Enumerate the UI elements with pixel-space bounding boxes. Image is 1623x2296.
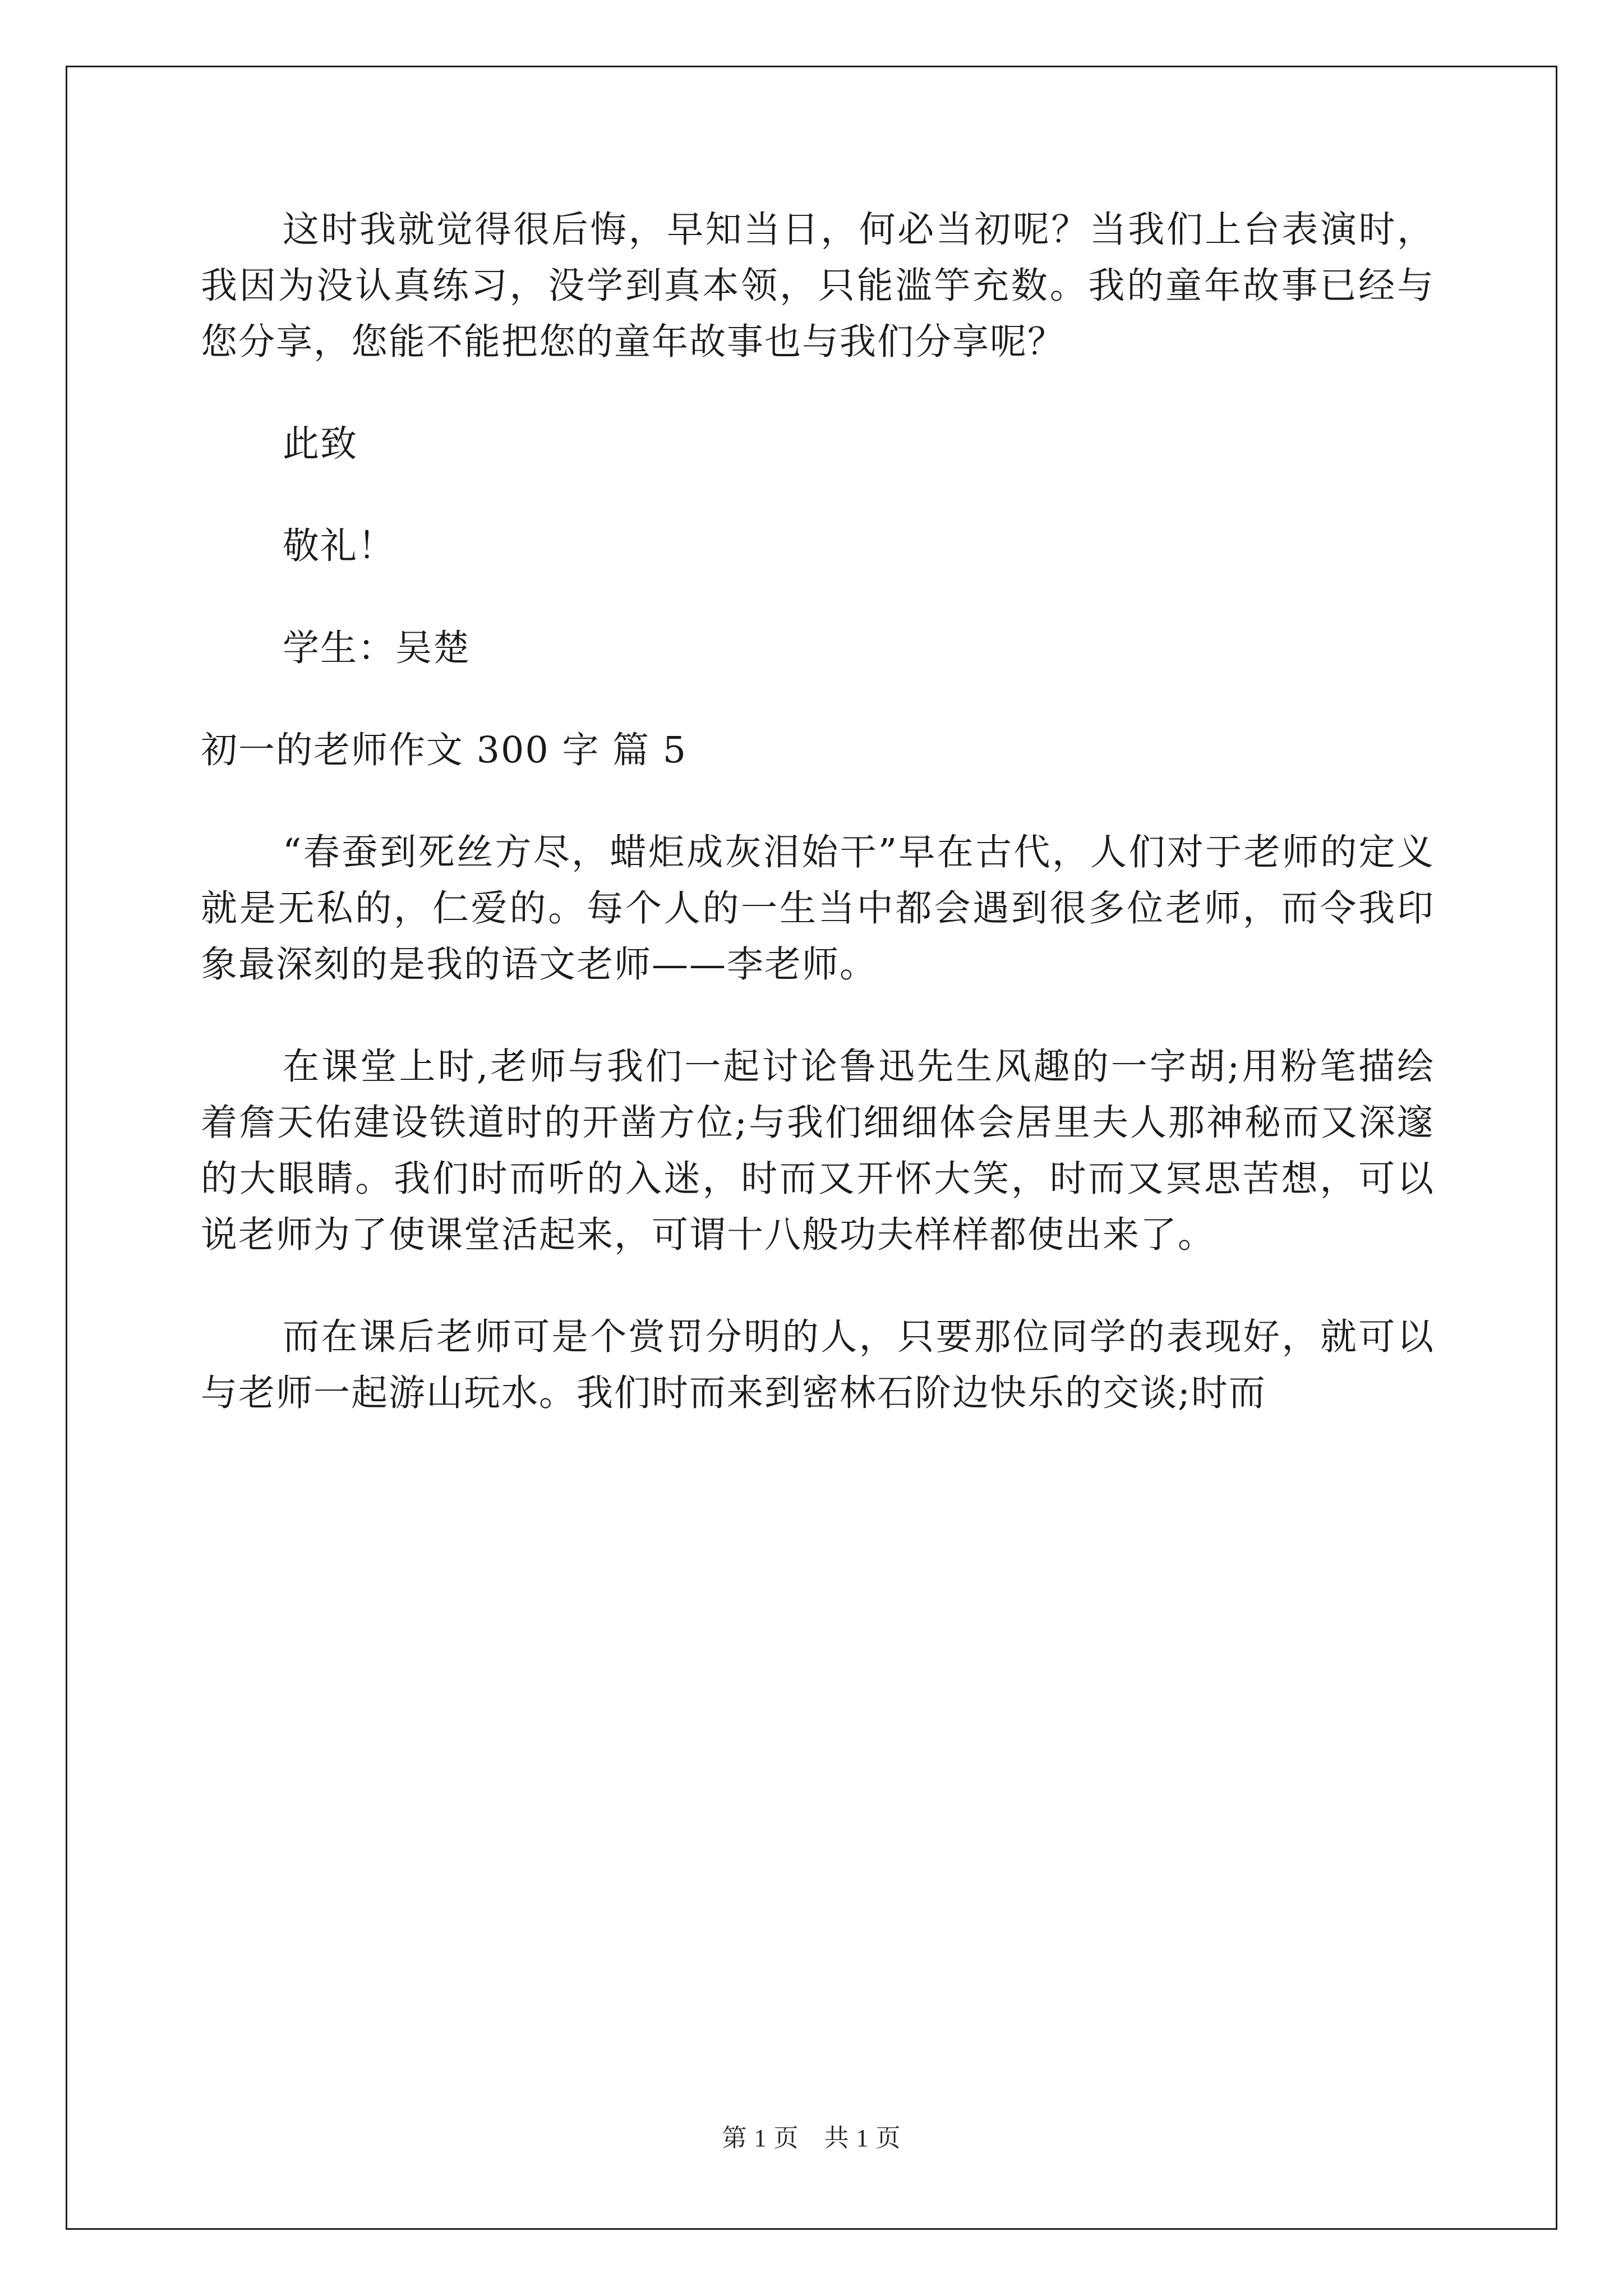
paragraph-classroom: 在课堂上时,老师与我们一起讨论鲁迅先生风趣的一字胡;用粉笔描绘着詹天佑建设铁道时的开凿方位;与我们细细体会居里夫人那神秘而又深邃的大眼睛。我们时而听的入迷，时而又开怀大笑，时而又冥思苦想，可以说老师为了使课堂活起来，可谓十八般功夫样样都使出来了。 <box>201 1046 1435 1256</box>
page-footer: 第 1 页 共 1 页 <box>722 2124 901 2152</box>
closing-respect: 敬礼！ <box>283 525 396 567</box>
paragraph-intro: “春蚕到死丝方尽，蜡炬成灰泪始干”早在古代，人们对于老师的定义就是无私的，仁爱的。每个人的一生当中都会遇到很多位老师，而令我印象最深刻的是我的语文老师——李老师。 <box>201 831 1435 986</box>
paragraph-after-class: 而在课后老师可是个赏罚分明的人，只要那位同学的表现好，就可以与老师一起游山玩水。我们时而来到密林石阶边快乐的交谈;时而 <box>201 1316 1435 1414</box>
document-body <box>201 202 1435 1467</box>
closing-salutation: 此致 <box>283 423 358 465</box>
paragraph-regret: 这时我就觉得很后悔，早知当日，何必当初呢？当我们上台表演时，我因为没认真练习，没学到真本领，只能滥竽充数。我的童年故事已经与您分享，您能不能把您的童年故事也与我们分享呢？ <box>201 209 1435 363</box>
signature-line: 学生：吴楚 <box>283 627 471 669</box>
essay-heading: 初一的老师作文 300 字 篇 5 <box>201 729 688 771</box>
